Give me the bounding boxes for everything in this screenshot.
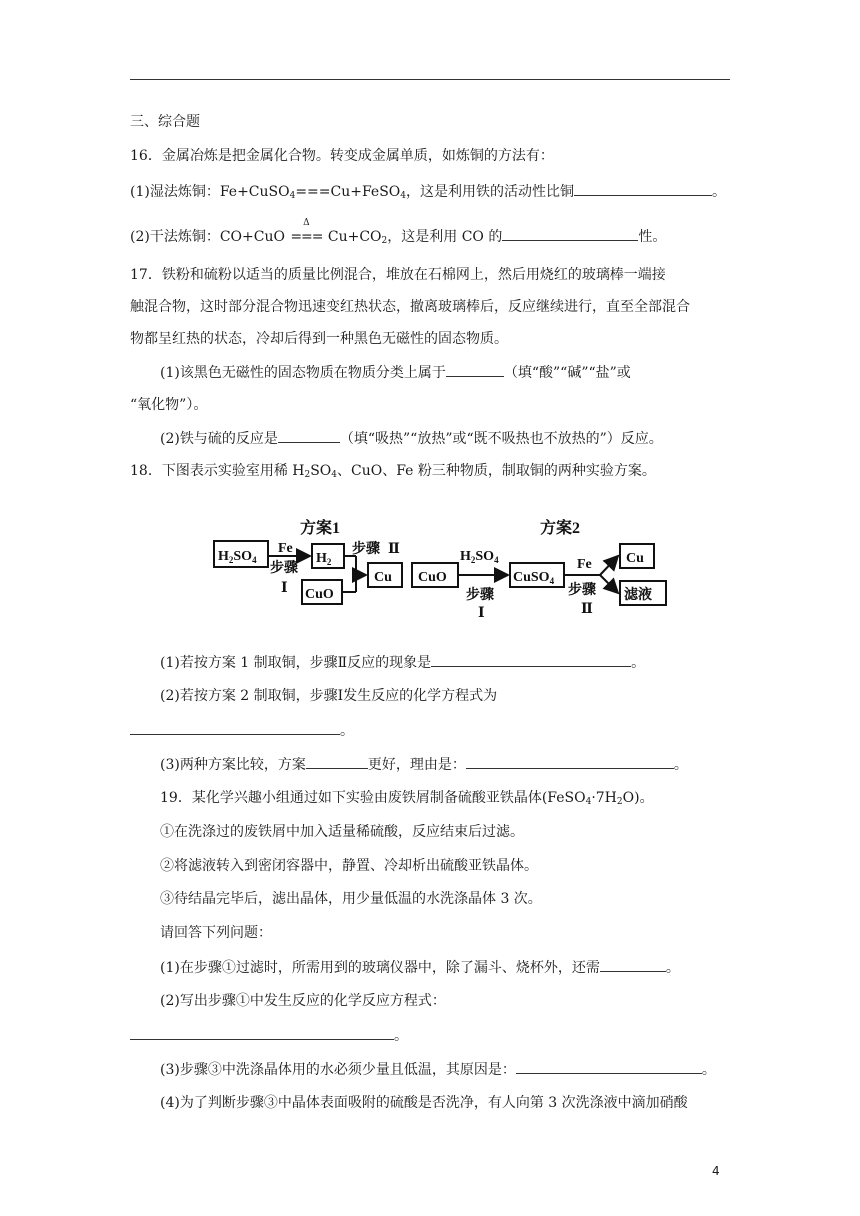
q17-stem-3: 物都呈红热的状态，冷却后得到一种黑色无磁性的固态物质。 (130, 331, 508, 347)
q17-part2: (2)铁与硫的反应是 （填“吸热”“放热”或“既不吸热也不放热的”）反应。 (160, 428, 663, 449)
q18-part3: (3)两种方案比较，方案 更好，理由是： 。 (160, 754, 688, 775)
q19-step3: ③待结晶完毕后，滤出晶体，用少量低温的水洗涤晶体 3 次。 (160, 891, 542, 907)
answer-blank[interactable] (466, 754, 674, 769)
cuso4-formula: CuSO$_4$ (513, 570, 555, 586)
q17-stem-1: 17．铁粉和硫粉以适当的质量比例混合，堆放在石棉网上，然后用烧红的玻璃棒一端接 (130, 267, 666, 283)
roman-1b: Ⅰ (478, 606, 485, 621)
q16-part1: (1)湿法炼铜：Fe+CuSO$_4$===Cu+FeSO$_4$，这是利用铁的活动性比铜 。 (130, 181, 726, 206)
q19-part2-cont: 。 (130, 1025, 408, 1046)
plan2-label: 方案2 (540, 520, 581, 537)
q18-part2-cont: 。 (130, 720, 354, 741)
answer-blank[interactable] (431, 652, 631, 667)
roman-2a: Ⅱ (388, 542, 400, 557)
fe-label-2: Fe (577, 557, 592, 572)
cuo-label-2: CuO (418, 570, 447, 585)
step-label-1: 步骤 (270, 561, 298, 576)
q19-step1: ①在洗涤过的废铁屑中加入适量稀硫酸，反应结束后过滤。 (160, 824, 524, 840)
cu-label-1: Cu (374, 570, 392, 585)
roman-1a: Ⅰ (281, 581, 288, 596)
q18-stem: 18．下图表示实验室用稀 $H_2SO_4$、CuO、Fe 粉三种物质，制取铜的两种实验方案。 (130, 463, 656, 480)
q19-ask: 请回答下列问题： (160, 925, 272, 941)
q19-part3: (3)步骤③中洗涤晶体用的水必须少量且低温，其原因是： 。 (160, 1059, 716, 1080)
q17-part1-cont: “氧化物”）。 (130, 397, 208, 413)
roman-2b: Ⅱ (581, 602, 593, 617)
q17-part1: (1)该黑色无磁性的固态物质在物质分类上属于 （填“酸”“碱”“盐”或 (160, 362, 631, 383)
filtrate-label: 滤液 (624, 588, 652, 603)
h2so4-formula: $H_2SO_4$ (218, 549, 257, 565)
cuo-label-1: CuO (305, 587, 334, 602)
plan1-label: 方案1 (300, 520, 341, 537)
q19-part2: (2)写出步骤①中发生反应的化学反应方程式： (160, 993, 446, 1009)
cu-label-2: Cu (626, 551, 644, 566)
q16-stem: 16．金属冶炼是把金属化合物。转变成金属单质，如炼铜的方法有： (130, 148, 554, 164)
answer-blank[interactable] (306, 754, 368, 769)
answer-blank[interactable] (516, 1059, 702, 1074)
answer-blank[interactable] (130, 720, 340, 735)
q18-part2: (2)若按方案 2 制取铜，步骤Ⅰ发生反应的化学方程式为 (160, 688, 498, 704)
heat-equals-sign: Δ === (290, 218, 323, 245)
q19-stem: 19．某化学兴趣小组通过如下实验由废铁屑制备硫酸亚铁晶体$(FeSO_4\cdot 7H_2O)$。 (160, 790, 654, 807)
q19-part1: (1)在步骤①过滤时，所需用到的玻璃仪器中，除了漏斗、烧杯外，还需 。 (160, 957, 680, 978)
step-label-3: 步骤 (466, 588, 494, 603)
step-label-2: 步骤 (352, 542, 380, 557)
step-label-4: 步骤 (568, 583, 596, 598)
q16-part2: (2)干法炼铜：CO+CuO Δ === $Cu+CO_2$，这是利用 CO 的 性。 (130, 218, 667, 246)
q19-part4: (4)为了判断步骤③中晶体表面吸附的硫酸是否洗净，有人向第 3 次洗涤液中滴加硝酸 (160, 1095, 688, 1111)
q17-stem-2: 触混合物，这时部分混合物迅速变红热状态，撤离玻璃棒后，反应继续进行，直至全部混合 (130, 299, 690, 315)
q19-step2: ②将滤液转入到密闭容器中，静置、冷却析出硫酸亚铁晶体。 (160, 858, 538, 874)
answer-blank[interactable] (130, 1025, 394, 1040)
section-title: 三、综合题 (130, 114, 200, 130)
q18-part1: (1)若按方案 1 制取铜，步骤Ⅱ反应的现象是 。 (160, 652, 645, 673)
page-number: 4 (712, 1164, 720, 1178)
fe-label-1: Fe (278, 541, 293, 556)
answer-blank[interactable] (600, 957, 666, 972)
h2so4-formula-2: $H_2SO_4$ (460, 549, 499, 565)
h2-formula: $H_2$ (316, 551, 332, 567)
